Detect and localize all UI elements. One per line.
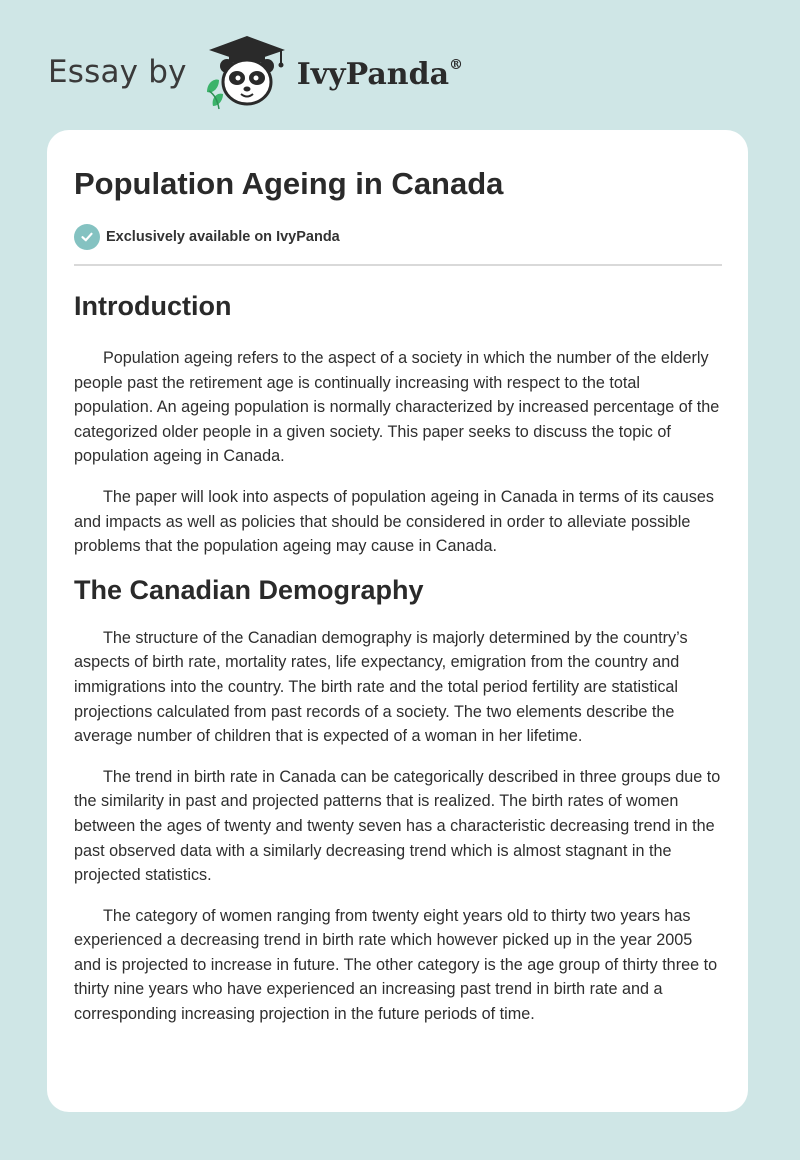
exclusive-badge [74,224,722,250]
essay-by-label: Essay by [48,54,187,90]
section-heading-introduction: Introduction [74,291,232,321]
registered-mark: ® [449,56,464,73]
paragraph: The structure of the Canadian demography is majorly determined by the country’s aspects of birth rate, mortality rates, life expectancy, emigration from the country and immigrations into the country. The birth rate and the total period fertility are statistical projections calculated from past records of a society. The two elements describe the average number of children that is expected of a woman in her lifetime. [74,628,688,746]
exclusive-label: Exclusively available on IvyPanda [106,229,340,245]
paragraph: The paper will look into aspects of population ageing in Canada in terms of its causes and impacts as well as policies that should be considered in order to alleviate possible problems that the population ageing may cause in Canada. [74,487,714,556]
paragraph: The trend in birth rate in Canada can be categorically described in three groups due to the similarity in past and projected patterns that is realized. The birth rates of women between the ages of twenty and twenty seven has a characteristic decreasing trend in the past observed data with a similarly decreasing trend which is almost stagnant in the projected statistics. [74,767,721,885]
ivypanda-panda-logo-icon[interactable] [201,34,293,110]
site-header [48,34,463,110]
check-circle-icon [74,224,100,250]
divider [74,264,722,266]
paragraph: Population ageing refers to the aspect of a society in which the number of the elderly people past the retirement age is continually increasing with respect to the total population. An ageing population is normally characterized by increased percentage of the categorized older people in a given society. This paper seeks to discuss the topic of population ageing in Canada. [74,349,720,466]
paragraph: The category of women ranging from twenty eight years old to thirty two years has experienced a decreasing trend in birth rate which however picked up in the year 2005 and is projected to increase in future. The other category is the age group of thirty three to thirty nine years who have experienced an increasing past trend in birth rate and a corresponding increasing projection in the future periods of time. [74,906,718,1024]
brand-name: IvyPanda [296,56,450,92]
ivypanda-brand[interactable] [297,57,463,92]
section-heading-canadian-demography: The Canadian Demography [74,574,424,605]
essay-card [47,130,748,1112]
page-title: Population Ageing in Canada [74,166,504,201]
